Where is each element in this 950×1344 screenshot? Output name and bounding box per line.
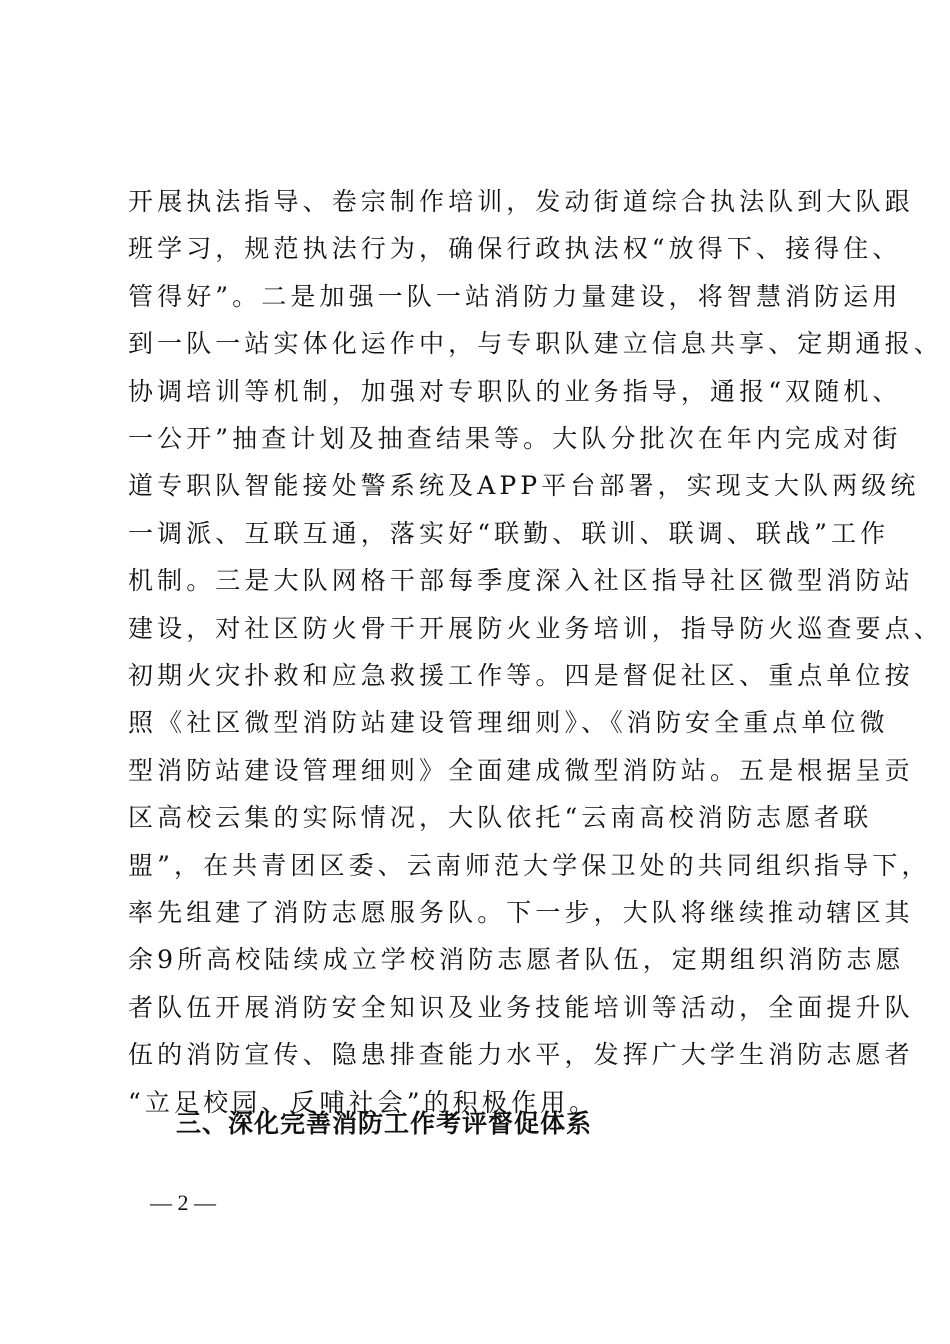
- body-text-line: 一调派、互联互通，落实好“联勤、联训、联调、联战”工作: [128, 518, 890, 548]
- body-text-line: 管得好”。二是加强一队一站消防力量建设，将智慧消防运用: [128, 281, 902, 311]
- body-text-line: 者队伍开展消防安全知识及业务技能培训等活动，全面提升队: [128, 992, 914, 1022]
- page-number: — 2 —: [150, 1190, 216, 1215]
- body-text-line: 到一队一站实体化运作中，与专职队建立信息共享、定期通报、: [128, 329, 943, 359]
- body-text-line: 班学习，规范执法行为，确保行政执法权“放得下、接得住、: [128, 234, 902, 264]
- body-text-line: 一公开”抽查计划及抽查结果等。大队分批次在年内完成对街: [128, 424, 902, 453]
- body-text-line: 盟”，在共青团区委、云南师范大学保卫处的共同组织指导下，: [128, 850, 931, 880]
- body-text-line: 区高校云集的实际情况，大队依托“云南高校消防志愿者联: [128, 803, 873, 833]
- body-text-line: 建设，对社区防火骨干开展防火业务培训，指导防火巡查要点、: [128, 613, 943, 643]
- body-text-line: “立足校园、反哺社会”的积极作用。: [128, 1087, 599, 1117]
- body-text-line: 开展执法指导、卷宗制作培训，发动街道综合执法队到大队跟: [128, 187, 914, 216]
- body-text-line: 初期火灾扑救和应急救援工作等。四是督促社区、重点单位按: [128, 661, 914, 690]
- body-text-line: 照《社区微型消防站建设管理细则》、《消防安全重点单位微: [128, 708, 889, 738]
- body-text-line: 余9所高校陆续成立学校消防志愿者队伍，定期组织消防志愿: [128, 945, 905, 975]
- body-text-line: 率先组建了消防志愿服务队。下一步，大队将继续推动辖区其: [128, 898, 914, 927]
- body-text-line: 机制。三是大队网格干部每季度深入社区指导社区微型消防站: [128, 566, 914, 596]
- body-text-line: 道专职队智能接处警系统及APP平台部署，实现支大队两级统: [128, 471, 920, 501]
- body-text-line: 型消防站建设管理细则》全面建成微型消防站。五是根据呈贡: [128, 755, 914, 785]
- body-text-line: 协调培训等机制，加强对专职队的业务指导，通报“双随机、: [128, 376, 902, 406]
- body-text-line: 伍的消防宣传、隐患排查能力水平，发挥广大学生消防志愿者: [128, 1040, 914, 1070]
- section-heading: 三、深化完善消防工作考评督促体系: [176, 1109, 593, 1138]
